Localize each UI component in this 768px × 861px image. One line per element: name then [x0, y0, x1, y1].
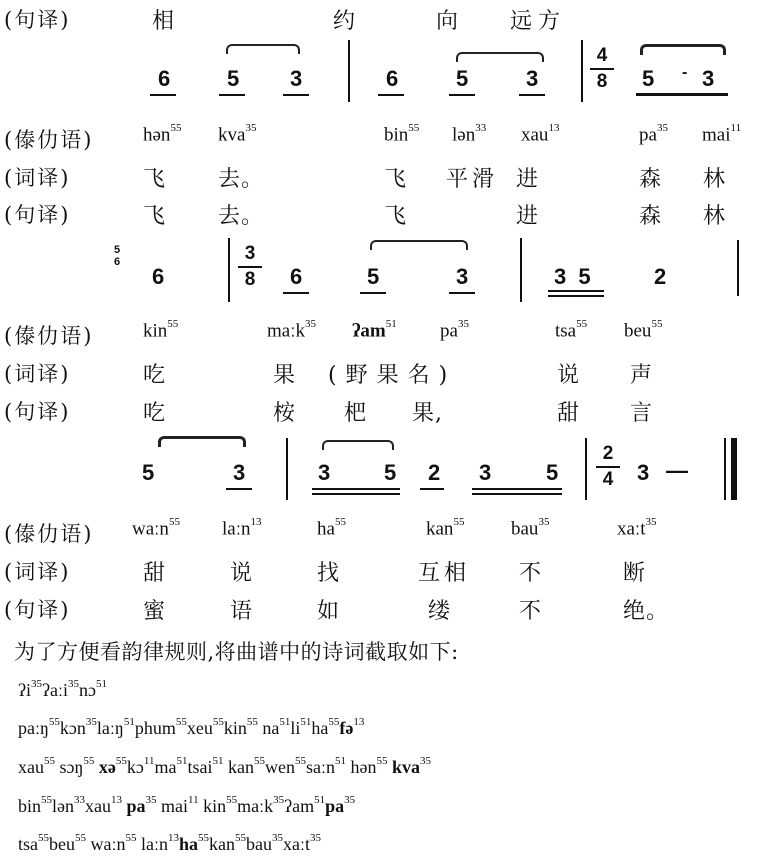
dai-syllable: bau$^{35}$: [511, 516, 550, 540]
tone-number: 35: [420, 755, 432, 767]
dai-syllable: mai$^{11}$: [702, 122, 742, 146]
dai-syllable: $pa^{35}$: [440, 318, 469, 342]
tone-number: 55: [212, 716, 224, 728]
sentence-word: 森: [639, 204, 663, 229]
poem-syllable: lən: [52, 796, 75, 816]
final-barline-thick: [731, 438, 737, 500]
word-gloss: 飞: [384, 167, 408, 192]
tone-number: 35: [31, 678, 42, 690]
underline: [548, 295, 604, 297]
poem-syllable: hən: [346, 757, 377, 777]
tone-number: 55: [295, 755, 306, 767]
sentence-word: 桉: [273, 401, 297, 426]
tone-number: 55: [115, 755, 127, 767]
poem-syllable: kan: [209, 834, 236, 854]
time-sig-bottom: 4: [602, 469, 614, 490]
tone-number: 55: [41, 794, 53, 806]
tone-number: 51: [335, 755, 346, 767]
note: 3: [456, 264, 469, 289]
sentence-word: 向: [436, 9, 460, 34]
time-signature: [238, 244, 262, 290]
tone-number: 55: [226, 794, 238, 806]
underline: [378, 94, 404, 96]
word-gloss: 果: [273, 363, 297, 388]
sentence-word: 蜜: [143, 599, 167, 624]
sentence-label: (句译): [4, 203, 71, 227]
note-pair: 3 5: [554, 264, 594, 289]
note: 2: [428, 460, 441, 485]
note: 3: [479, 460, 492, 485]
dai-label: (傣仂语): [4, 128, 94, 152]
poem-syllable: xə: [94, 757, 116, 777]
slur: [226, 44, 300, 54]
tone-number: 55: [38, 832, 49, 844]
sentence-word: 约: [333, 9, 357, 34]
barline: [348, 40, 350, 102]
poem-syllable: pa: [325, 796, 345, 816]
dai-label: (傣仂语): [4, 522, 94, 546]
word-gloss: 吃: [143, 363, 167, 388]
underline: [360, 292, 386, 294]
barline: [520, 238, 522, 302]
note: 5: [384, 460, 397, 485]
tone-number: 51: [314, 794, 326, 806]
sentence-word: 进: [516, 204, 540, 229]
tone-number: 51: [279, 716, 291, 728]
word-gloss: 飞: [143, 167, 167, 192]
underline: [472, 493, 562, 495]
sentence-label: (句译): [4, 598, 71, 622]
underline: [283, 292, 309, 294]
note: 6: [386, 66, 399, 91]
sentence-label: (句译): [4, 400, 71, 424]
poem-syllable: tsai: [187, 757, 213, 777]
poem-syllable: paːŋ: [18, 718, 49, 738]
poem-syllable: xau: [85, 796, 112, 816]
word-gloss: 找: [317, 561, 341, 586]
dai-syllable: hən$^{55}$: [143, 122, 182, 146]
sentence-word: 言: [630, 401, 654, 426]
poem-syllable: kva: [387, 757, 421, 777]
sentence-label: (句译): [4, 8, 71, 32]
word-gloss: (野果名): [328, 363, 457, 388]
tone-number: 35: [310, 832, 322, 844]
underline: [283, 94, 309, 96]
note: 2: [654, 264, 667, 289]
word-gloss: 甜: [143, 561, 167, 586]
poem-syllable: laːn: [136, 834, 168, 854]
note: 6: [290, 264, 303, 289]
poem-syllable: xau: [18, 757, 44, 777]
word-gloss: 说: [230, 561, 254, 586]
tone-number: 35: [272, 832, 284, 844]
tone-number: 13: [168, 832, 179, 844]
word-gloss: 林: [703, 167, 727, 192]
time-sig-line: [596, 466, 620, 468]
dai-syllable: xaːt$^{35}$: [617, 516, 657, 540]
sentence-word: 绝。: [623, 599, 670, 624]
tone-number: 51: [212, 755, 224, 767]
poem-line: [18, 718, 364, 739]
poem-syllable: ʔi: [18, 680, 31, 700]
poem-syllable: li: [290, 718, 301, 738]
poem-syllable: kin: [198, 796, 227, 816]
tone-number: 55: [254, 755, 265, 767]
time-signature: [590, 46, 614, 92]
word-gloss: 进: [516, 167, 540, 192]
underline: [226, 488, 252, 490]
tone-number: 35: [67, 678, 79, 690]
poem-syllable: kin: [223, 718, 247, 738]
dai-syllable: beu$^{55}$: [624, 318, 663, 342]
tone-number: 55: [246, 716, 258, 728]
time-sig-top: 4: [596, 45, 608, 66]
poem-syllable: mai: [156, 796, 189, 816]
tone-number: 35: [85, 716, 97, 728]
sentence-word: 杷: [344, 401, 368, 426]
sentence-word: 飞: [143, 204, 167, 229]
poem-syllable: saːn: [306, 757, 335, 777]
poem-syllable: bau: [246, 834, 273, 854]
tone-number: 55: [75, 832, 86, 844]
tone-number: 11: [143, 755, 155, 767]
word-label: (词译): [4, 362, 71, 386]
dai-syllable: bin$^{55}$: [384, 122, 420, 146]
note: 5: [367, 264, 380, 289]
note: 5: [546, 460, 559, 485]
note: 3: [526, 66, 539, 91]
dai-syllable: $pa^{35}$: [639, 122, 668, 146]
poem-syllable: maːk: [237, 796, 274, 816]
note: 3: [637, 460, 650, 485]
sentence-word: 语: [230, 599, 254, 624]
dai-syllable: xau$^{13}$: [521, 122, 560, 146]
tone-number: 55: [235, 832, 247, 844]
tone-number: 55: [198, 832, 210, 844]
word-gloss: 去。: [218, 167, 265, 192]
note: 5: [456, 66, 469, 91]
dai-syllable: lən$^{33}$: [452, 122, 487, 146]
poem-syllable: kɔ: [126, 757, 144, 777]
poem-syllable: waːn: [86, 834, 126, 854]
barline: [581, 40, 583, 102]
sentence-word: 甜: [557, 401, 581, 426]
poem-syllable: xaːt: [283, 834, 311, 854]
dai-syllable: kin$^{55}$: [143, 318, 179, 342]
poem-line: [18, 834, 321, 855]
tone-number: 11: [188, 794, 199, 806]
poem-syllable: phum: [134, 718, 176, 738]
sentence-word: 相: [152, 9, 176, 34]
poem-syllable: tsa: [18, 834, 38, 854]
word-label: (词译): [4, 166, 71, 190]
underline: [219, 94, 245, 96]
dai-syllable: kan$^{55}$: [426, 516, 465, 540]
tone-number: 13: [353, 716, 365, 728]
poem-syllable: ha: [311, 718, 329, 738]
final-barline-thin: [724, 438, 726, 500]
poem-syllable: na: [257, 718, 280, 738]
tone-number: 35: [145, 794, 157, 806]
time-signature: [596, 444, 620, 490]
note: 5: [642, 66, 655, 91]
underline: [312, 488, 400, 490]
note: 6: [152, 264, 165, 289]
note: 3: [702, 66, 715, 91]
sentence-word: 去。: [218, 204, 265, 229]
poem-syllable: xeu: [186, 718, 213, 738]
sentence-word: 不: [519, 599, 543, 624]
word-gloss: 平滑: [446, 167, 499, 192]
word-gloss: 森: [639, 167, 663, 192]
dai-syllable: tsa$^{55}$: [555, 318, 588, 342]
poem-line: [18, 680, 107, 701]
dai-syllable: kva$^{35}$: [218, 122, 257, 146]
slur: [322, 440, 394, 450]
grace-note: 6: [114, 256, 121, 268]
dai-label: (傣仂语): [4, 324, 94, 348]
tone-number: 51: [95, 678, 107, 690]
dash: —: [666, 458, 688, 483]
barline: [737, 240, 739, 296]
sentence-word: 飞: [384, 204, 408, 229]
tone-number: 35: [344, 794, 356, 806]
time-sig-top: 2: [602, 443, 614, 464]
word-gloss: 说: [557, 363, 581, 388]
underline: [519, 94, 545, 96]
word-gloss: 断: [623, 561, 647, 586]
poem-syllable: ha: [179, 834, 199, 854]
underline: [150, 94, 176, 96]
poem-syllable: fə: [339, 718, 354, 738]
underline: [420, 488, 444, 490]
underline: [449, 292, 475, 294]
tone-number: 51: [300, 716, 312, 728]
slur: [640, 44, 726, 55]
poem-syllable: wen: [265, 757, 295, 777]
poem-syllable: ʔaːi: [42, 680, 68, 700]
tone-number: 13: [111, 794, 123, 806]
poem-syllable: nɔ: [78, 680, 96, 700]
poem-syllable: kɔn: [59, 718, 86, 738]
poem-line: [18, 796, 355, 817]
tone-number: 55: [376, 755, 388, 767]
time-sig-line: [238, 266, 262, 268]
dai-syllable: waːn$^{55}$: [132, 516, 180, 540]
time-sig-line: [590, 68, 614, 70]
slur: [370, 240, 468, 250]
time-sig-bottom: 8: [596, 71, 608, 92]
word-label: (词译): [4, 560, 71, 584]
poem-syllable: ma: [154, 757, 177, 777]
word-gloss: 不: [519, 561, 543, 586]
time-sig-top: 3: [244, 243, 256, 264]
poem-syllable: sɔŋ: [55, 757, 84, 777]
underline: [449, 94, 475, 96]
underline: [548, 290, 604, 292]
note: 3: [318, 460, 331, 485]
tone-number: 55: [125, 832, 137, 844]
tone-number: 51: [176, 755, 188, 767]
poem-syllable: ʔam: [284, 796, 315, 816]
dash: -: [682, 64, 688, 81]
dai-syllable: ʔam$^{51}$: [352, 318, 397, 342]
slur: [456, 52, 544, 62]
sentence-word: 林: [703, 204, 727, 229]
dai-syllable: $ha^{55}$: [317, 516, 346, 540]
note: 6: [158, 66, 171, 91]
intro-text: 为了方便看韵律规则,将曲谱中的诗词截取如下:: [14, 640, 459, 664]
poem-syllable: kan: [223, 757, 254, 777]
sentence-word: 吃: [143, 401, 167, 426]
tone-number: 55: [328, 716, 340, 728]
poem-syllable: bin: [18, 796, 42, 816]
tone-number: 35: [273, 794, 285, 806]
barline: [228, 238, 230, 302]
poem-syllable: laːŋ: [96, 718, 124, 738]
barline: [585, 438, 587, 500]
note: 5: [227, 66, 240, 91]
word-gloss: 互相: [418, 561, 471, 586]
sentence-word: 果,: [412, 401, 443, 426]
sentence-word: 缕: [428, 599, 452, 624]
sentence-word: 如: [317, 599, 341, 624]
tone-number: 51: [123, 716, 135, 728]
underline: [312, 493, 400, 495]
time-sig-bottom: 8: [244, 269, 256, 290]
tone-number: 55: [48, 716, 60, 728]
tone-number: 55: [44, 755, 55, 767]
note: 3: [233, 460, 246, 485]
underline: [472, 488, 562, 490]
poem-syllable: beu: [49, 834, 75, 854]
tone-number: 55: [175, 716, 187, 728]
barline: [286, 438, 288, 500]
dai-syllable: laːn$^{13}$: [222, 516, 262, 540]
poem-syllable: pa: [122, 796, 146, 816]
grace-number: 5: [114, 244, 121, 256]
tone-number: 55: [83, 755, 95, 767]
word-gloss: 声: [630, 363, 654, 388]
underline: [636, 93, 728, 96]
note: 3: [290, 66, 303, 91]
note: 5: [142, 460, 155, 485]
dai-syllable: maːk$^{35}$: [267, 318, 316, 342]
tone-number: 33: [74, 794, 86, 806]
sentence-word: 远方: [510, 9, 567, 34]
poem-line: [18, 757, 431, 778]
slur: [158, 436, 246, 447]
